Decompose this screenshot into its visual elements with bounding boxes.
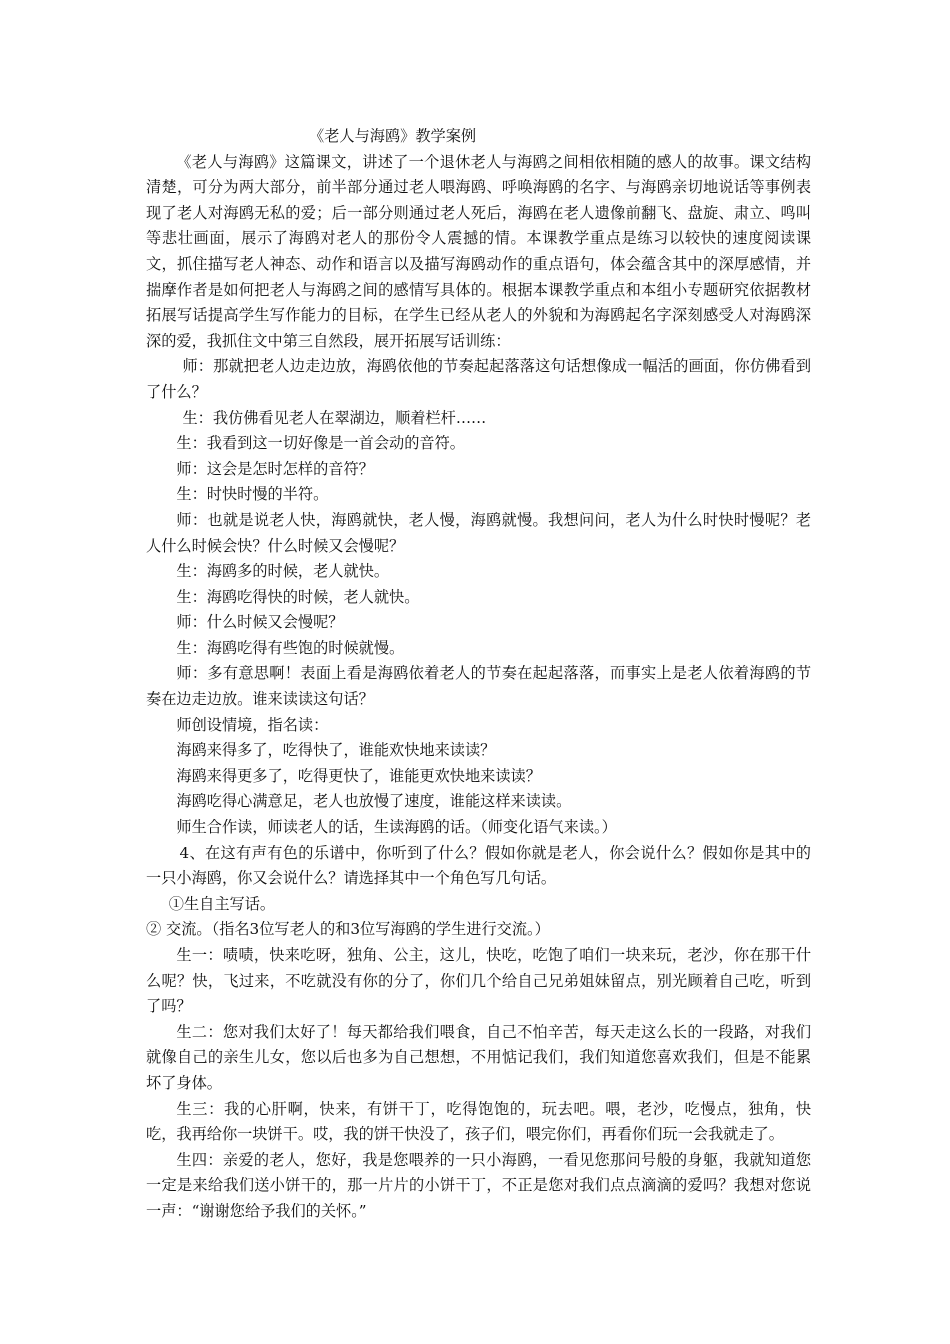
dialogue-line: 生：海鸥多的时候，老人就快。 bbox=[176, 562, 390, 581]
dialogue-line: 生：我看到这一切好像是一首会动的音符。 bbox=[176, 434, 465, 453]
document-title: 《老人与海鸥》教学案例 bbox=[309, 127, 477, 145]
reading-prompt: 海鸥来得多了，吃得快了，谁能欢快地来读读？ bbox=[176, 741, 496, 760]
student-answer: 生二：您对我们太好了！每天都给我们喂食，自己不怕辛苦，每天走这么长的一段路，对我们就像自己的亲生儿女，您以后也多为自己想想，不用惦记我们，我们知道您喜欢我们，但是不能累坏了身体。 bbox=[146, 1022, 811, 1092]
step-item: ② 交流。（指名3位写老人的和3位写海鸥的学生进行交流。） bbox=[146, 920, 550, 939]
dialogue-line: 生：时快时慢的半符。 bbox=[176, 485, 329, 504]
dialogue-line: 师创设情境，指名读： bbox=[176, 715, 329, 734]
student-answer: 生一：啧啧，快来吃呀，独角、公主，这儿，快吃，吃饱了咱们一块来玩，老沙，你在那干什么呢？快，飞过来，不吃就没有你的分了，你们几个给自己兄弟姐妹留点，别光顾着自己吃，听到了吗？ bbox=[146, 946, 811, 1016]
dialogue-line: 生：海鸥吃得快的时候，老人就快。 bbox=[176, 587, 420, 606]
task-paragraph: 4、在这有声有色的乐谱中，你听到了什么？假如你就是老人，你会说什么？假如你是其中的一只小海鸥，你又会说什么？请选择其中一个角色写几句话。 bbox=[146, 843, 811, 888]
dialogue-line: 师生合作读，师读老人的话，生读海鸥的话。（师变化语气来读。） bbox=[176, 818, 617, 837]
dialogue-line: 师：这会是怎时怎样的音符？ bbox=[176, 459, 374, 478]
step-item: ①生自主写话。 bbox=[168, 894, 276, 913]
document-body bbox=[146, 124, 811, 1225]
dialogue-line: 师：多有意思啊！表面上看是海鸥依着老人的节奏在起起落落，而事实上是老人依着海鸥的节奏在边走边放。谁来读读这句话？ bbox=[146, 664, 811, 709]
student-answer: 生三：我的心肝啊，快来，有饼干丁，吃得饱饱的，玩去吧。喂，老沙，吃慢点，独角，快吃，我再给你一块饼干。哎，我的饼干快没了，孩子们，喂完你们，再看你们玩一会我就走了。 bbox=[146, 1099, 811, 1144]
dialogue-line: 生：海鸥吃得有些饱的时候就慢。 bbox=[176, 638, 405, 657]
dialogue-line: 师：那就把老人边走边放，海鸥依他的节奏起起落落这句话想像成一幅活的画面，你仿佛看到了什么？ bbox=[146, 357, 811, 401]
dialogue-line: 生：我仿佛看见老人在翠湖边，顺着栏杆…… bbox=[182, 408, 487, 427]
dialogue-line: 师：什么时候又会慢呢？ bbox=[176, 613, 344, 632]
reading-prompt: 海鸥来得更多了，吃得更快了，谁能更欢快地来读读？ bbox=[176, 766, 541, 785]
intro-paragraph: 《老人与海鸥》这篇课文，讲述了一个退休老人与海鸥之间相依相随的感人的故事。课文结构清楚，可分为两大部分，前半部分通过老人喂海鸥、呼唤海鸥的名字、与海鸥亲切地说话等事例表现了老人对海鸥无私的爱；后一部分则通过老人死后，海鸥在老人遗像前翻飞、盘旋、肃立、鸣叫等悲壮画面，展示了海鸥对老人的那份令人震撼的情。本课教学重点是练习以较快的速度阅读课文，抓住描写老人神态、动作和语言以及描写海鸥动作的重点语句，体会蕴含其中的深厚感情，并揣摩作者是如何把老人与海鸥之间的感情写具体的。根据本课教学重点和本组小专题研究依据教材拓展写话提高学生写作能力的目标，在学生已经从老人的外貌和为海鸥起名字深刻感受人对海鸥深深的爱，我抓住文中第三自然段，展开拓展写话训练： bbox=[146, 152, 811, 350]
dialogue-line: 师：也就是说老人快，海鸥就快，老人慢，海鸥就慢。我想问问，老人为什么时快时慢呢？老人什么时候会快？什么时候又会慢呢？ bbox=[146, 510, 811, 555]
reading-prompt: 海鸥吃得心满意足，老人也放慢了速度，谁能这样来读读。 bbox=[176, 792, 572, 811]
student-answer: 生四：亲爱的老人，您好，我是您喂养的一只小海鸥，一看见您那问号般的身躯，我就知道您一定是来给我们送小饼干的，那一片片的小饼干丁，不正是您对我们点点滴滴的爱吗？我想对您说一声：“谢谢您给予我们的关怀。” bbox=[146, 1150, 811, 1220]
